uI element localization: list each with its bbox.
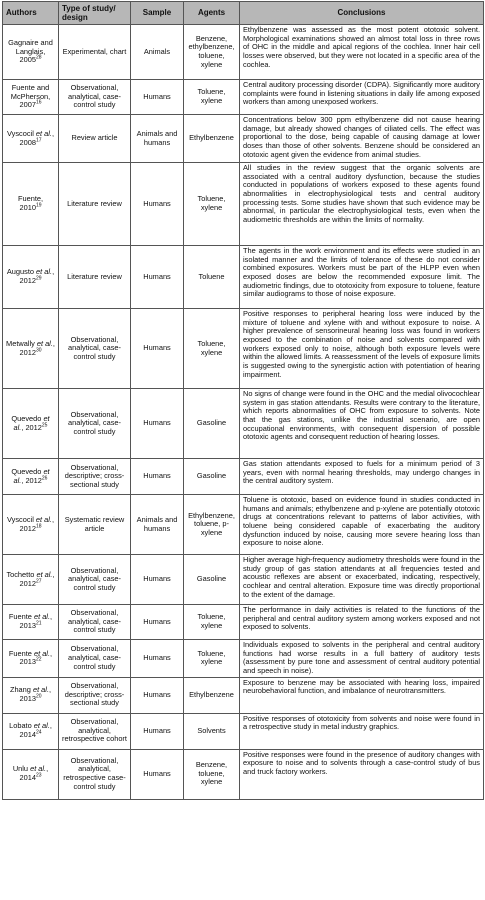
author-etal: et al. bbox=[36, 338, 53, 348]
cell-sample: Humans bbox=[131, 80, 184, 115]
cell-type: Experimental, chart bbox=[59, 25, 131, 80]
cell-type: Systematic review article bbox=[59, 495, 131, 555]
author-year: , 2012 bbox=[21, 475, 42, 485]
table-row bbox=[3, 459, 484, 495]
reference-number: 24 bbox=[35, 729, 42, 736]
cell-agents: Solvents bbox=[184, 713, 240, 749]
author-etal: et al. bbox=[36, 267, 53, 277]
table-row bbox=[3, 25, 484, 80]
table-row bbox=[3, 246, 484, 309]
author-year: , 2008 bbox=[19, 128, 54, 147]
author-name: Fuente, 2010 bbox=[17, 194, 44, 212]
cell-agents: Toluene, xylene bbox=[184, 309, 240, 389]
cell-conclusions: Gas station attendants exposed to fuels for a minimum period of 3 years, even with normal hearing thresholds, may undergo changes in the central auditory system. bbox=[240, 459, 484, 495]
cell-conclusions: Positive responses were found in the presence of auditory changes with exposure to noise and to solvents through a case-control study of bus and truck factory workers. bbox=[240, 749, 484, 799]
cell-authors bbox=[3, 309, 59, 389]
cell-conclusions: Toluene is ototoxic, based on evidence found in studies conducted in humans and animals; ethylbenzene and p-xylene are potentially ototoxic drugs at concentrations relevant to patterns of labor activities, with toluene being considered capable of exacerbating the auditory dysfunction induced by noise, causing more severe hearing loss than exposure to noise alone. bbox=[240, 495, 484, 555]
reference-number: 16 bbox=[35, 99, 42, 106]
author-name: Lobato bbox=[9, 721, 32, 731]
cell-sample: Humans bbox=[131, 309, 184, 389]
cell-agents: Toluene, xylene bbox=[184, 605, 240, 640]
cell-authors bbox=[3, 495, 59, 555]
table-row bbox=[3, 605, 484, 640]
author-etal: et al. bbox=[13, 413, 50, 432]
cell-sample: Humans bbox=[131, 389, 184, 459]
cell-agents: Ethylbenzene bbox=[184, 677, 240, 713]
author-name: Fuente bbox=[8, 648, 32, 658]
table-row bbox=[3, 495, 484, 555]
cell-sample: Humans bbox=[131, 555, 184, 605]
cell-agents: Benzene, toluene, xylene bbox=[184, 749, 240, 799]
cell-authors bbox=[3, 555, 59, 605]
cell-agents: Benzene, ethylbenzene, toluene, xylene bbox=[184, 25, 240, 80]
author-name: Vyscocil bbox=[7, 128, 34, 138]
reference-number: 19 bbox=[35, 202, 42, 209]
author-year: , 2013 bbox=[19, 685, 52, 704]
author-etal: et al. bbox=[35, 514, 52, 524]
cell-agents: Gasoline bbox=[184, 555, 240, 605]
reference-number: 28 bbox=[35, 54, 42, 61]
author-year: , 2012 bbox=[19, 569, 55, 588]
cell-sample: Animals and humans bbox=[131, 115, 184, 163]
cell-agents: Gasoline bbox=[184, 459, 240, 495]
cell-sample: Animals and humans bbox=[131, 495, 184, 555]
cell-conclusions: All studies in the review suggest that the organic solvents are associated with a central auditory dysfunction, because the studies conducted in populations of workers exposed to these agents found abnormalities in electrophysiological tests and central auditory processing tests. Some studies have shown that such evidence may be abnormal, in particular the electrophysiological tests, even when the audiometric thresholds are within the limits of normality. bbox=[240, 163, 484, 246]
reference-number: 25 bbox=[41, 422, 48, 429]
header-agents: Agents bbox=[184, 2, 240, 25]
cell-sample: Animals bbox=[131, 25, 184, 80]
cell-agents: Toluene, xylene bbox=[184, 163, 240, 246]
reference-number: 29 bbox=[35, 275, 42, 282]
reference-number: 22 bbox=[35, 656, 42, 663]
author-year: , 2012 bbox=[19, 514, 54, 533]
table-row bbox=[3, 713, 484, 749]
table-row bbox=[3, 80, 484, 115]
cell-sample: Humans bbox=[131, 163, 184, 246]
cell-agents: Toluene, xylene bbox=[184, 80, 240, 115]
author-name: Augusto bbox=[6, 267, 34, 277]
author-year: , 2014 bbox=[19, 764, 49, 783]
cell-type: Observational, analytical, case-control study bbox=[59, 555, 131, 605]
reference-number: 17 bbox=[35, 137, 42, 144]
cell-conclusions: The agents in the work environment and its effects were studied in an isolated manner and the limits of tolerance of these do not consider combined exposures. Workers must be part of the HLPP even when exposed doses are below the recommended exposure limit. The audiometric findings, due to ototoxicity from exposure to toluene, feature similar audiograms to those of noise exposure. bbox=[240, 246, 484, 309]
header-conclusions: Conclusions bbox=[240, 2, 484, 25]
cell-type: Observational, analytical, case-control study bbox=[59, 640, 131, 678]
reference-number: 26 bbox=[41, 475, 48, 482]
cell-type: Observational, analytical, case-control study bbox=[59, 605, 131, 640]
reference-number: 21 bbox=[35, 620, 42, 627]
author-etal: et al. bbox=[33, 612, 51, 622]
table-row bbox=[3, 749, 484, 799]
author-year: , 2013 bbox=[19, 648, 53, 667]
author-name: Metwally bbox=[6, 338, 35, 348]
cell-type: Observational, analytical, retrospective case-control study bbox=[59, 749, 131, 799]
cell-authors bbox=[3, 749, 59, 799]
table-row bbox=[3, 677, 484, 713]
cell-conclusions: Ethylbenzene was assessed as the most potent ototoxic solvent. Morphological examinations showed an almost total loss in three rows of OHC in the middle and apical regions of the cochlea. Inner hair cell losses were observed, but they were not located in a specific area of the cochlea. bbox=[240, 25, 484, 80]
author-name: Gagnaire and Langlais, 2005 bbox=[8, 38, 53, 65]
header-authors: Authors bbox=[3, 2, 59, 25]
cell-authors bbox=[3, 246, 59, 309]
cell-sample: Humans bbox=[131, 459, 184, 495]
table-row bbox=[3, 640, 484, 678]
cell-type: Observational, analytical, case-control study bbox=[59, 80, 131, 115]
cell-authors bbox=[3, 80, 59, 115]
cell-conclusions: Concentrations below 300 ppm ethylbenzene did not cause hearing damage, but already showed changes of ciliated cells. The effect was proportional to the dose, being capable of causing damage at lower doses than those of other solvents. Benzene should be considered an ototoxic agent given the evidence from animal studies. bbox=[240, 115, 484, 163]
cell-agents: Gasoline bbox=[184, 389, 240, 459]
cell-authors bbox=[3, 25, 59, 80]
table-row bbox=[3, 555, 484, 605]
author-etal: et al. bbox=[30, 764, 47, 774]
cell-authors bbox=[3, 389, 59, 459]
author-etal: et al. bbox=[36, 569, 53, 579]
header-row bbox=[3, 2, 484, 25]
table-row bbox=[3, 115, 484, 163]
studies-table bbox=[2, 1, 484, 800]
author-etal: et al. bbox=[33, 721, 50, 731]
author-etal: et al. bbox=[33, 648, 51, 658]
reference-number: 27 bbox=[35, 578, 42, 585]
author-etal: et al. bbox=[13, 466, 50, 485]
author-name: Tochetto bbox=[6, 569, 35, 579]
cell-agents: Ethylbenzene, toluene, p-xylene bbox=[184, 495, 240, 555]
cell-sample: Humans bbox=[131, 246, 184, 309]
cell-type: Observational, analytical, case-control study bbox=[59, 389, 131, 459]
cell-type: Observational, analytical, retrospective cohort bbox=[59, 713, 131, 749]
cell-authors bbox=[3, 163, 59, 246]
cell-conclusions: The performance in daily activities is related to the functions of the peripheral and central auditory system among workers exposed and not exposed to solvents. bbox=[240, 605, 484, 640]
author-name: Fuente and McPherson, 2007 bbox=[10, 83, 51, 110]
cell-authors bbox=[3, 605, 59, 640]
cell-agents: Toluene bbox=[184, 246, 240, 309]
reference-number: 23 bbox=[35, 772, 42, 779]
cell-type: Literature review bbox=[59, 163, 131, 246]
author-name: Vyscocil bbox=[7, 514, 34, 524]
cell-sample: Humans bbox=[131, 749, 184, 799]
cell-agents: Toluene, xylene bbox=[184, 640, 240, 678]
cell-conclusions: Central auditory processing disorder (CDPA). Significantly more auditory complaints were found in listening situations in daily life among exposed workers than among unexposed workers. bbox=[240, 80, 484, 115]
cell-conclusions: Positive responses to peripheral hearing loss were induced by the mixture of toluene and xylene with and without exposure to noise. A higher prevalence of sensorineural hearing loss was found in workers exposed to the combination of noise and solvents compared with workers exposed only to noise, although both exposure levels were within the allowed limits. A reassessment of the levels of exposure limits is suggested owing to the synergistic action with potentiation of hearing impairment. bbox=[240, 309, 484, 389]
cell-conclusions: No signs of change were found in the OHC and the medial olivocochlear system in gas station attendants. Results were contrary to the literature, which reports abnormalities of OHC from exposure to solvents. Note that the gas stations, unlike the industrial scenario, are open occupational environments, with consequent dispersion of possible ototoxic agents and consequent reduction of hearing losses. bbox=[240, 389, 484, 459]
author-etal: et al. bbox=[35, 128, 52, 138]
cell-type: Observational, descriptive; cross-sectional study bbox=[59, 459, 131, 495]
cell-authors bbox=[3, 115, 59, 163]
cell-sample: Humans bbox=[131, 605, 184, 640]
cell-authors bbox=[3, 459, 59, 495]
cell-type: Review article bbox=[59, 115, 131, 163]
reference-number: 18 bbox=[35, 523, 42, 530]
cell-type: Observational, analytical, case-control study bbox=[59, 309, 131, 389]
cell-authors bbox=[3, 713, 59, 749]
table-row bbox=[3, 309, 484, 389]
cell-conclusions: Higher average high-frequency audiometry thresholds were found in the study group of gas station attendants at all frequencies tested and acoustic reflexes are absent or exacerbated, indicating, respectively, cochlear and central alteration. Exposure time was directly proportional to the extent of the damage. bbox=[240, 555, 484, 605]
author-name: Zhang bbox=[9, 685, 31, 695]
author-name: Quevedo bbox=[11, 466, 42, 476]
author-year: , 2013 bbox=[19, 612, 53, 630]
author-year: , 2012 bbox=[21, 422, 42, 432]
cell-sample: Humans bbox=[131, 640, 184, 678]
reference-number: 20 bbox=[35, 693, 42, 700]
author-name: Quevedo bbox=[11, 413, 42, 423]
cell-type: Literature review bbox=[59, 246, 131, 309]
header-type: Type of study/ design bbox=[59, 2, 131, 25]
header-sample: Sample bbox=[131, 2, 184, 25]
cell-sample: Humans bbox=[131, 677, 184, 713]
author-year: , 2014 bbox=[19, 721, 52, 740]
reference-number: 30 bbox=[35, 347, 42, 354]
author-etal: et al. bbox=[32, 685, 49, 695]
author-year: , 2012 bbox=[19, 338, 55, 357]
table-row bbox=[3, 163, 484, 246]
author-name: Unlu bbox=[12, 764, 29, 774]
cell-authors bbox=[3, 677, 59, 713]
cell-authors bbox=[3, 640, 59, 678]
cell-type: Observational, descriptive; cross-sectional study bbox=[59, 677, 131, 713]
cell-sample: Humans bbox=[131, 713, 184, 749]
cell-agents: Ethylbenzene bbox=[184, 115, 240, 163]
cell-conclusions: Individuals exposed to solvents in the peripheral and central auditory functions had worse results in a full battery of auditory tests (assessment by pure tone and assessment of central auditory potential and speech in noise). bbox=[240, 640, 484, 678]
author-name: Fuente bbox=[8, 612, 32, 622]
cell-conclusions: Exposure to benzene may be associated with hearing loss, impaired neurobehavioral function, and imbalance of neurotransmitters. bbox=[240, 677, 484, 713]
table-row bbox=[3, 389, 484, 459]
cell-conclusions: Positive responses of ototoxicity from solvents and noise were found in a retrospective study in metal industry graphics. bbox=[240, 713, 484, 749]
author-year: , 2012 bbox=[19, 267, 55, 285]
